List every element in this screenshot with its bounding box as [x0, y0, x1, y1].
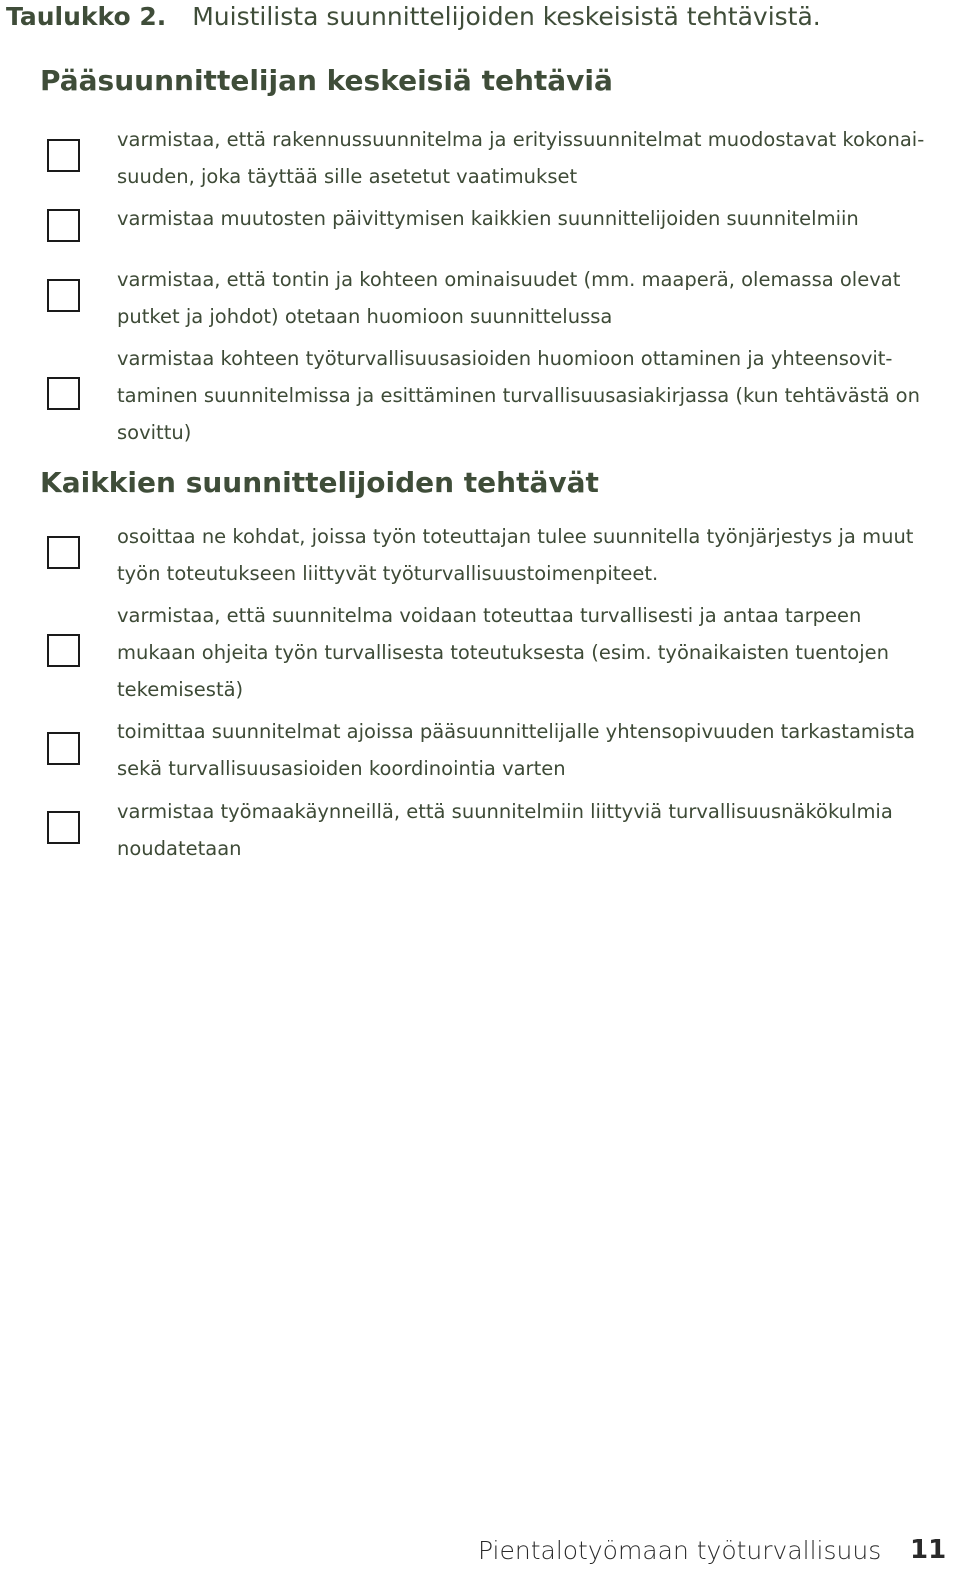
checkbox[interactable] — [47, 634, 80, 667]
table-title — [6, 0, 821, 34]
item-line: suuden, joka täyttää sille asetetut vaatimukset — [117, 165, 578, 188]
item-line: mukaan ohjeita työn turvallisesta toteutuksesta (esim. työnaikaisten tuentojen — [117, 641, 890, 664]
table-label: Taulukko 2. — [6, 2, 167, 31]
checklist-item — [117, 261, 917, 335]
checkbox[interactable] — [47, 536, 80, 569]
item-line: varmistaa, että tontin ja kohteen ominaisuudet (mm. maaperä, olemassa olevat — [117, 268, 901, 291]
checklist-item — [117, 793, 917, 867]
checkbox[interactable] — [47, 732, 80, 765]
checklist-item — [117, 340, 920, 451]
checklist-item — [117, 200, 917, 237]
item-line: osoittaa ne kohdat, joissa työn toteuttajan tulee suunnitella työnjärjestys ja muut — [117, 525, 914, 548]
checklist-item — [117, 713, 917, 787]
item-line: taminen suunnitelmissa ja esittäminen turvallisuusasiakirjassa (kun tehtävästä on — [117, 384, 920, 407]
page-number: 11 — [910, 1535, 947, 1565]
item-line: sovittu) — [117, 421, 192, 444]
item-line: toimittaa suunnitelmat ajoissa pääsuunnittelijalle yhtensopivuuden tarkastamista — [117, 720, 916, 743]
section-heading-main-designer: Pääsuunnittelijan keskeisiä tehtäviä — [40, 64, 613, 97]
item-line: varmistaa työmaakäynneillä, että suunnitelmiin liittyviä turvallisuusnäkökulmia — [117, 800, 893, 823]
item-line: varmistaa, että rakennussuunnitelma ja erityissuunnitelmat muodostavat kokonai- — [117, 128, 925, 151]
item-line: sekä turvallisuusasioiden koordinointia varten — [117, 757, 566, 780]
checklist-item — [117, 518, 917, 592]
checklist-item — [117, 597, 917, 708]
checklist-item — [117, 121, 925, 195]
table-caption: Muistilista suunnittelijoiden keskeisistä tehtävistä. — [192, 2, 821, 31]
item-line: varmistaa muutosten päivittymisen kaikkien suunnittelijoiden suunnitelmiin — [117, 207, 859, 230]
checkbox[interactable] — [47, 377, 80, 410]
checkbox[interactable] — [47, 279, 80, 312]
section-heading-all-designers: Kaikkien suunnittelijoiden tehtävät — [40, 466, 599, 499]
item-line: varmistaa kohteen työturvallisuusasioiden huomioon ottaminen ja yhteensovit- — [117, 347, 893, 370]
checkbox[interactable] — [47, 209, 80, 242]
item-line: tekemisestä) — [117, 678, 244, 701]
item-line: noudatetaan — [117, 837, 242, 860]
item-line: putket ja johdot) otetaan huomioon suunnittelussa — [117, 305, 613, 328]
publication-title: Pientalotyömaan työturvallisuus — [478, 1536, 882, 1565]
checkbox[interactable] — [47, 811, 80, 844]
item-line: työn toteutukseen liittyvät työturvallisuustoimenpiteet. — [117, 562, 659, 585]
item-line: varmistaa, että suunnitelma voidaan toteuttaa turvallisesti ja antaa tarpeen — [117, 604, 862, 627]
checkbox[interactable] — [47, 139, 80, 172]
